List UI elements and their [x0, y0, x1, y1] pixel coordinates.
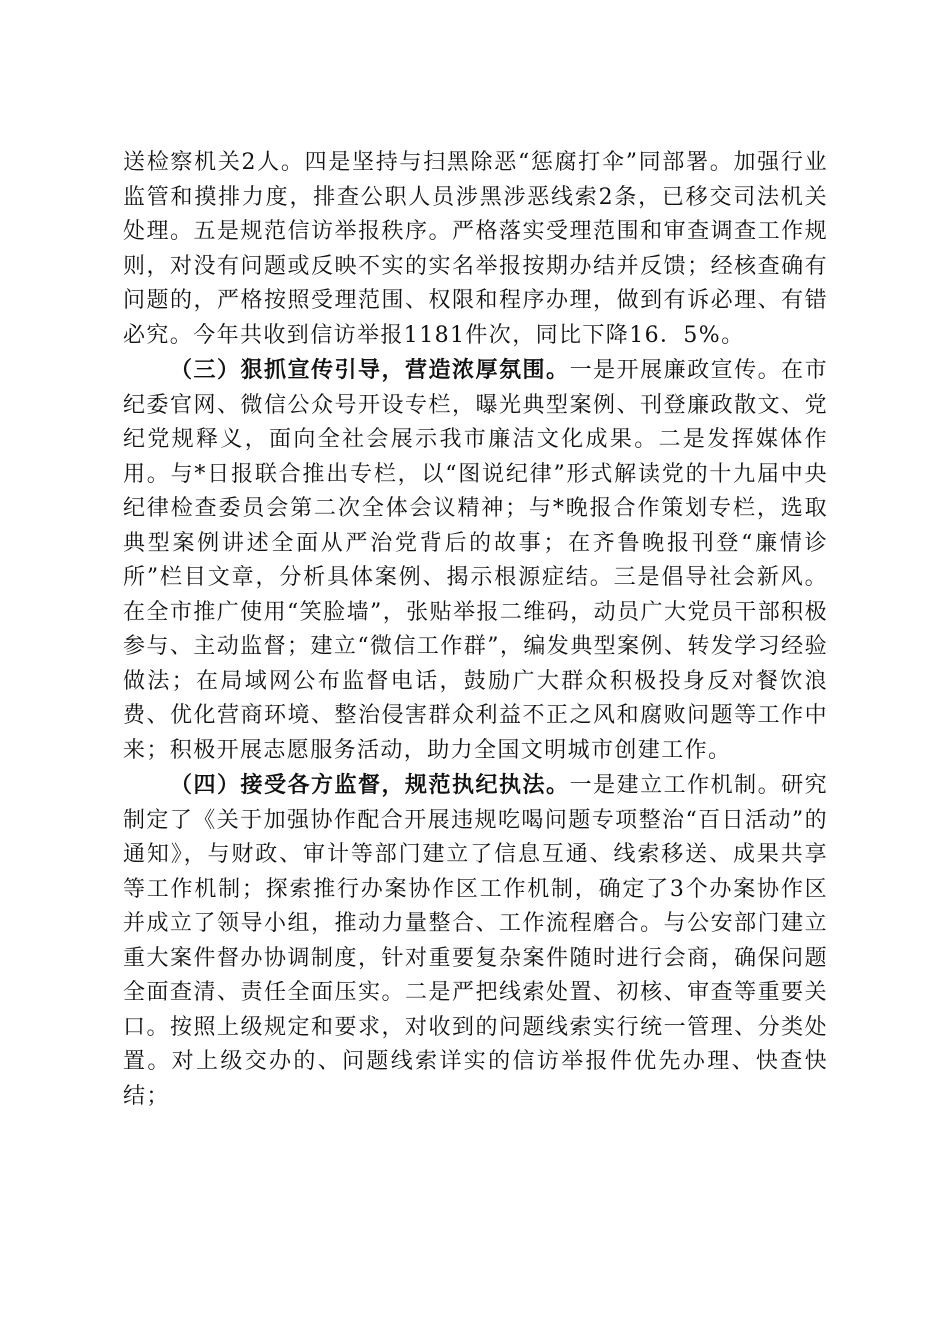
paragraph-body: 一是建立工作机制。研究制定了《关于加强协作配合开展违规吃喝问题专项整治“百日活动”的通知》，与财政、审计等部门建立了信息互通、线索移送、成果共享等工作机制；探索推行办案协作区工作机制，确定了3个办案协作区并成立了领导小组，推动力量整合、工作流程磨合。与公安部门建立重大案件督办协调制度，针对重要复杂案件随时进行会商，确保问题全面查清、责任全面压实。二是严把线索处置、初核、审查等重要关口。按照上级规定和要求，对收到的问题线索实行统一管理、分类处置。对上级交办的、问题线索详实的信访举报件优先办理、快查快结； — [123, 773, 828, 1109]
paragraph-section-3 — [123, 353, 828, 768]
paragraph-section-4 — [123, 768, 828, 1114]
paragraph-continuation — [123, 146, 828, 353]
paragraph-body: 送检察机关2人。四是坚持与扫黑除恶“惩腐打伞”同部署。加强行业监管和摸排力度，排查公职人员涉黑涉恶线索2条，已移交司法机关处理。五是规范信访举报秩序。严格落实受理范围和审查调查工作规则，对没有问题或反映不实的实名举报按期办结并反馈；经核查确有问题的，严格按照受理范围、权限和程序办理，做到有诉必理、有错必究。今年共收到信访举报1181件次，同比下降16．5%。 — [123, 150, 828, 348]
paragraph-body: 一是开展廉政宣传。在市纪委官网、微信公众号开设专栏，曝光典型案例、刊登廉政散文、党纪党规释义，面向全社会展示我市廉洁文化成果。二是发挥媒体作用。与*日报联合推出专栏，以“图说纪律”形式解读党的十九届中央纪律检查委员会第二次全体会议精神；与*晚报合作策划专栏，选取典型案例讲述全面从严治党背后的故事；在齐鲁晚报刊登“廉情诊所”栏目文章，分析具体案例、揭示根源症结。三是倡导社会新风。在全市推广使用“笑脸墙”，张贴举报二维码，动员广大党员干部积极参与、主动监督；建立“微信工作群”，编发典型案例、转发学习经验做法；在局域网公布监督电话，鼓励广大群众积极投身反对餐饮浪费、优化营商环境、整治侵害群众利益不正之风和腐败问题等工作中来；积极开展志愿服务活动，助力全国文明城市创建工作。 — [123, 358, 828, 763]
section-heading: （三）狠抓宣传引导，营造浓厚氛围。 — [170, 357, 570, 383]
section-heading: （四）接受各方监督，规范执纪执法。 — [170, 772, 570, 798]
document-page — [123, 146, 828, 1114]
